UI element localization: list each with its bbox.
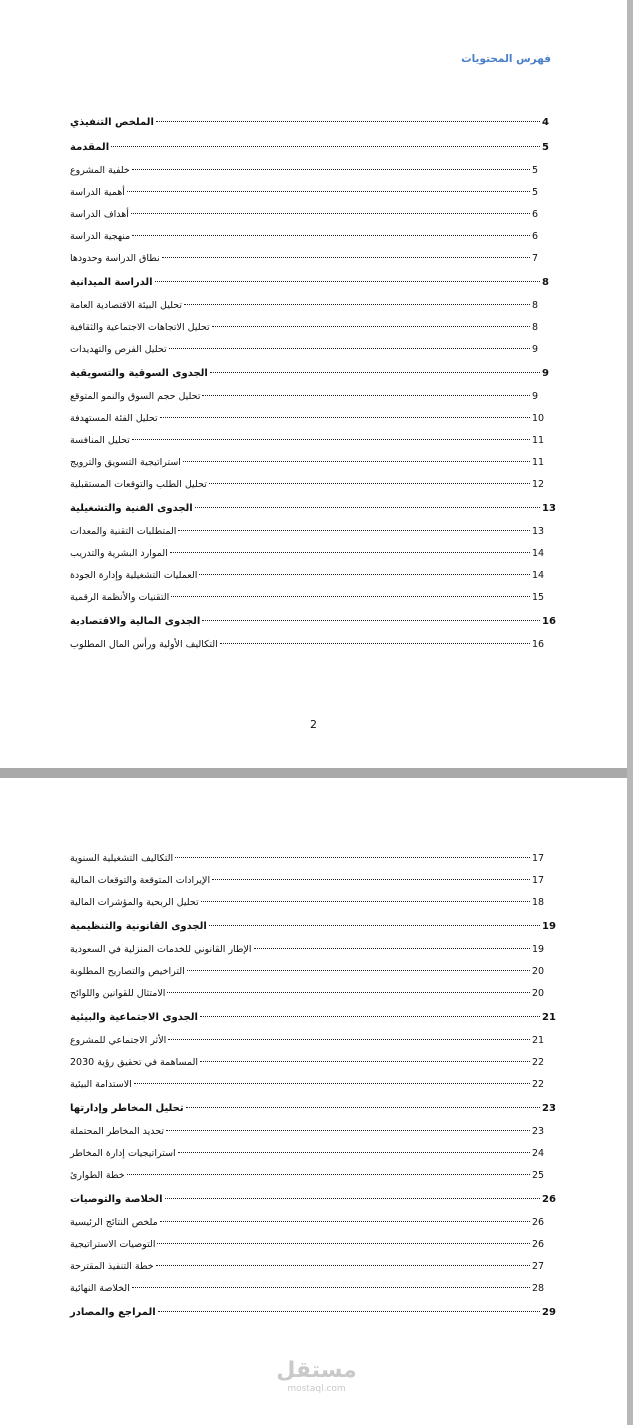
toc-entry-label: نطاق الدراسة وحدودها [70,253,160,264]
toc-entry-page-number: 10 [532,413,545,424]
toc-subentry[interactable] [70,1030,556,1052]
toc-entry-page-number: 16 [532,639,545,650]
toc-subentry[interactable] [70,565,556,587]
toc-subentry[interactable] [70,1212,556,1234]
page-separator [0,768,633,778]
toc-subentry[interactable] [70,1165,556,1187]
toc-entry-label: أهمية الدراسة [70,187,125,198]
toc-entry-page-number: 13 [542,503,556,514]
toc-leader-dots [156,121,540,122]
toc-subentry[interactable] [70,1234,556,1256]
toc-leader-dots [201,901,530,902]
toc-leader-dots [166,1130,530,1131]
toc-title: فهرس المحتويات [461,53,551,65]
toc-leader-dots [202,620,540,621]
toc-entry-page-number: 11 [532,457,545,468]
toc-entry-page-number: 9 [532,391,539,402]
toc-entry-label: تحليل حجم السوق والنمو المتوقع [70,391,201,402]
toc-leader-dots [162,257,530,258]
toc-entry-label: تحليل الاتجاهات الاجتماعية والثقافية [70,322,210,333]
toc-leader-dots [220,643,530,644]
toc-leader-dots [175,857,530,858]
toc-subentry[interactable] [70,1074,556,1096]
toc-entry-page-number: 27 [532,1261,545,1272]
toc-subentry[interactable] [70,939,556,961]
toc-leader-dots [178,530,530,531]
toc-entry-page-number: 9 [542,368,549,379]
toc-leader-dots [127,191,530,192]
toc-subentry[interactable] [70,1256,556,1278]
toc-entry-label: الجدوى المالية والاقتصادية [70,616,201,627]
toc-entry-label: التوصيات الاستراتيجية [70,1239,156,1250]
toc-leader-dots [171,596,530,597]
toc-subentry[interactable] [70,870,556,892]
toc-entry-page-number: 20 [532,988,545,999]
watermark-main: مستقل [276,1358,357,1383]
toc-leader-dots [127,1174,530,1175]
toc-entry-page-number: 21 [532,1035,545,1046]
toc-subentry[interactable] [70,587,556,609]
toc-entry-page-number: 15 [532,592,545,603]
toc-entry-page-number: 23 [532,1126,545,1137]
toc-subentry[interactable] [70,892,556,914]
toc-entry-page-number: 13 [532,526,545,537]
toc-leader-dots [170,552,530,553]
toc-entry-page-number: 16 [542,616,556,627]
toc-leader-dots [186,1107,540,1108]
toc-entry-page-number: 8 [532,322,539,333]
toc-heading-entry[interactable] [70,135,556,160]
toc-entry-page-number: 4 [542,117,549,128]
toc-entry-label: التكاليف التشغيلية السنوية [70,853,174,864]
toc-leader-dots [168,1039,530,1040]
toc-entry-label: التراخيص والتصاريح المطلوبة [70,966,185,977]
toc-subentry[interactable] [70,386,556,408]
toc-leader-dots [178,1152,530,1153]
toc-leader-dots [202,395,530,396]
toc-subentry[interactable] [70,983,556,1005]
toc-entry-page-number: 14 [532,548,545,559]
toc-entry-label: خطة التنفيذ المقترحة [70,1261,154,1272]
toc-entry-label: استراتيجيات إدارة المخاطر [70,1148,176,1159]
toc-entry-label: المراجع والمصادر [70,1307,156,1318]
toc-entry-label: العمليات التشغيلية وإدارة الجودة [70,570,198,581]
toc-leader-dots [210,372,540,373]
toc-subentry[interactable] [70,634,556,656]
watermark-logo [0,1358,633,1394]
toc-list-page-2 [70,848,556,1325]
toc-subentry[interactable] [70,248,556,270]
toc-entry-page-number: 29 [542,1307,556,1318]
toc-leader-dots [132,169,530,170]
toc-subentry[interactable] [70,226,556,248]
toc-entry-label: تحليل الفئة المستهدفة [70,413,158,424]
toc-entry-label: الامتثال للقوانين واللوائح [70,988,166,999]
toc-subentry[interactable] [70,1052,556,1074]
toc-heading-entry[interactable] [70,270,556,295]
toc-entry-page-number: 19 [542,921,556,932]
toc-leader-dots [195,507,540,508]
toc-entry-page-number: 22 [532,1079,545,1090]
toc-leader-dots [184,304,530,305]
toc-entry-page-number: 6 [532,231,539,242]
toc-leader-dots [165,1198,541,1199]
toc-entry-label: المساهمة في تحقيق رؤية 2030 [70,1057,199,1068]
toc-entry-page-number: 19 [532,944,545,955]
toc-entry-page-number: 7 [532,253,539,264]
toc-leader-dots [155,281,540,282]
toc-leader-dots [134,1083,530,1084]
toc-leader-dots [167,992,530,993]
toc-entry-label: الجدوى الاجتماعية والبيئية [70,1012,198,1023]
toc-leader-dots [156,1265,530,1266]
toc-subentry[interactable] [70,182,556,204]
toc-leader-dots [200,1016,540,1017]
toc-subentry[interactable] [70,521,556,543]
toc-entry-page-number: 22 [532,1057,545,1068]
toc-heading-entry[interactable] [70,496,556,521]
toc-subentry[interactable] [70,452,556,474]
toc-leader-dots [209,483,530,484]
toc-entry-label: المقدمة [70,142,110,153]
toc-subentry[interactable] [70,1121,556,1143]
toc-entry-page-number: 26 [542,1194,556,1205]
document-page-2 [0,778,627,1425]
toc-entry-page-number: 5 [532,187,539,198]
toc-entry-page-number: 14 [532,570,545,581]
toc-subentry[interactable] [70,430,556,452]
page-number: 2 [310,718,317,731]
toc-entry-label: الملخص التنفيذي [70,117,154,128]
toc-entry-label: ملخص النتائج الرئيسية [70,1217,158,1228]
toc-entry-label: استراتيجية التسويق والترويج [70,457,181,468]
toc-entry-label: الخلاصة والتوصيات [70,1194,163,1205]
toc-subentry[interactable] [70,339,556,361]
toc-leader-dots [160,1221,530,1222]
toc-subentry[interactable] [70,474,556,496]
toc-entry-label: الاستدامة البيئية [70,1079,132,1090]
toc-subentry[interactable] [70,204,556,226]
toc-heading-entry[interactable] [70,914,556,939]
toc-subentry[interactable] [70,1143,556,1165]
toc-leader-dots [157,1243,530,1244]
toc-entry-page-number: 5 [532,165,539,176]
toc-entry-label: أهداف الدراسة [70,209,129,220]
toc-entry-page-number: 5 [542,142,549,153]
toc-entry-label: تحليل الفرص والتهديدات [70,344,167,355]
toc-entry-page-number: 23 [542,1103,556,1114]
toc-heading-entry[interactable] [70,1096,556,1121]
toc-entry-label: الخلاصة النهائية [70,1283,130,1294]
toc-entry-label: الإطار القانوني للخدمات المنزلية في السعودية [70,944,252,955]
toc-entry-page-number: 17 [532,853,545,864]
toc-subentry[interactable] [70,160,556,182]
toc-subentry[interactable] [70,543,556,565]
toc-subentry[interactable] [70,295,556,317]
toc-leader-dots [199,574,530,575]
toc-entry-page-number: 25 [532,1170,545,1181]
toc-entry-label: الجدوى الفنية والتشغيلية [70,503,193,514]
toc-entry-label: الموارد البشرية والتدريب [70,548,168,559]
toc-leader-dots [254,948,530,949]
toc-heading-entry[interactable] [70,609,556,634]
toc-entry-label: المتطلبات التقنية والمعدات [70,526,177,537]
page-edge-shadow [627,0,633,1425]
toc-entry-label: خطة الطوارئ [70,1170,125,1181]
toc-entry-page-number: 8 [532,300,539,311]
toc-leader-dots [158,1311,540,1312]
toc-entry-page-number: 20 [532,966,545,977]
toc-subentry[interactable] [70,961,556,983]
toc-entry-label: تحليل الربحية والمؤشرات المالية [70,897,199,908]
toc-entry-label: الإيرادات المتوقعة والتوقعات المالية [70,875,211,886]
toc-entry-page-number: 24 [532,1148,545,1159]
toc-entry-page-number: 26 [532,1217,545,1228]
toc-entry-label: خلفية المشروع [70,165,130,176]
toc-subentry[interactable] [70,408,556,430]
toc-entry-page-number: 11 [532,435,545,446]
toc-leader-dots [132,439,530,440]
toc-leader-dots [212,879,530,880]
toc-subentry[interactable] [70,848,556,870]
toc-leader-dots [132,1287,530,1288]
toc-subentry[interactable] [70,1278,556,1300]
toc-heading-entry[interactable] [70,1187,556,1212]
toc-heading-entry[interactable] [70,361,556,386]
toc-entry-label: التكاليف الأولية ورأس المال المطلوب [70,639,218,650]
toc-entry-page-number: 6 [532,209,539,220]
toc-leader-dots [131,213,530,214]
toc-leader-dots [111,146,540,147]
toc-leader-dots [187,970,530,971]
toc-entry-page-number: 18 [532,897,545,908]
toc-heading-entry[interactable] [70,110,556,135]
toc-entry-page-number: 9 [532,344,539,355]
watermark-sub: mostaql.com [287,1384,346,1394]
toc-entry-label: منهجية الدراسة [70,231,131,242]
toc-entry-page-number: 8 [542,277,549,288]
toc-entry-label: تحليل المنافسة [70,435,130,446]
toc-entry-label: الجدوى السوقية والتسويقية [70,368,208,379]
toc-subentry[interactable] [70,317,556,339]
toc-entry-label: الأثر الاجتماعي للمشروع [70,1035,167,1046]
toc-entry-page-number: 28 [532,1283,545,1294]
toc-entry-label: الجدوى القانونية والتنظيمية [70,921,207,932]
toc-heading-entry[interactable] [70,1300,556,1325]
toc-entry-label: تحديد المخاطر المحتملة [70,1126,165,1137]
toc-heading-entry[interactable] [70,1005,556,1030]
toc-entry-page-number: 12 [532,479,545,490]
toc-leader-dots [200,1061,530,1062]
toc-entry-page-number: 26 [532,1239,545,1250]
toc-leader-dots [209,925,540,926]
toc-leader-dots [160,417,530,418]
toc-entry-label: التقنيات والأنظمة الرقمية [70,592,170,603]
toc-entry-label: الدراسة الميدانية [70,277,153,288]
toc-list-page-1 [70,110,556,656]
toc-entry-label: تحليل المخاطر وإدارتها [70,1103,184,1114]
toc-leader-dots [212,326,530,327]
toc-entry-page-number: 17 [532,875,545,886]
toc-leader-dots [132,235,530,236]
toc-leader-dots [183,461,530,462]
toc-leader-dots [169,348,530,349]
toc-entry-label: تحليل البيئة الاقتصادية العامة [70,300,183,311]
toc-entry-page-number: 21 [542,1012,556,1023]
toc-entry-label: تحليل الطلب والتوقعات المستقبلية [70,479,207,490]
